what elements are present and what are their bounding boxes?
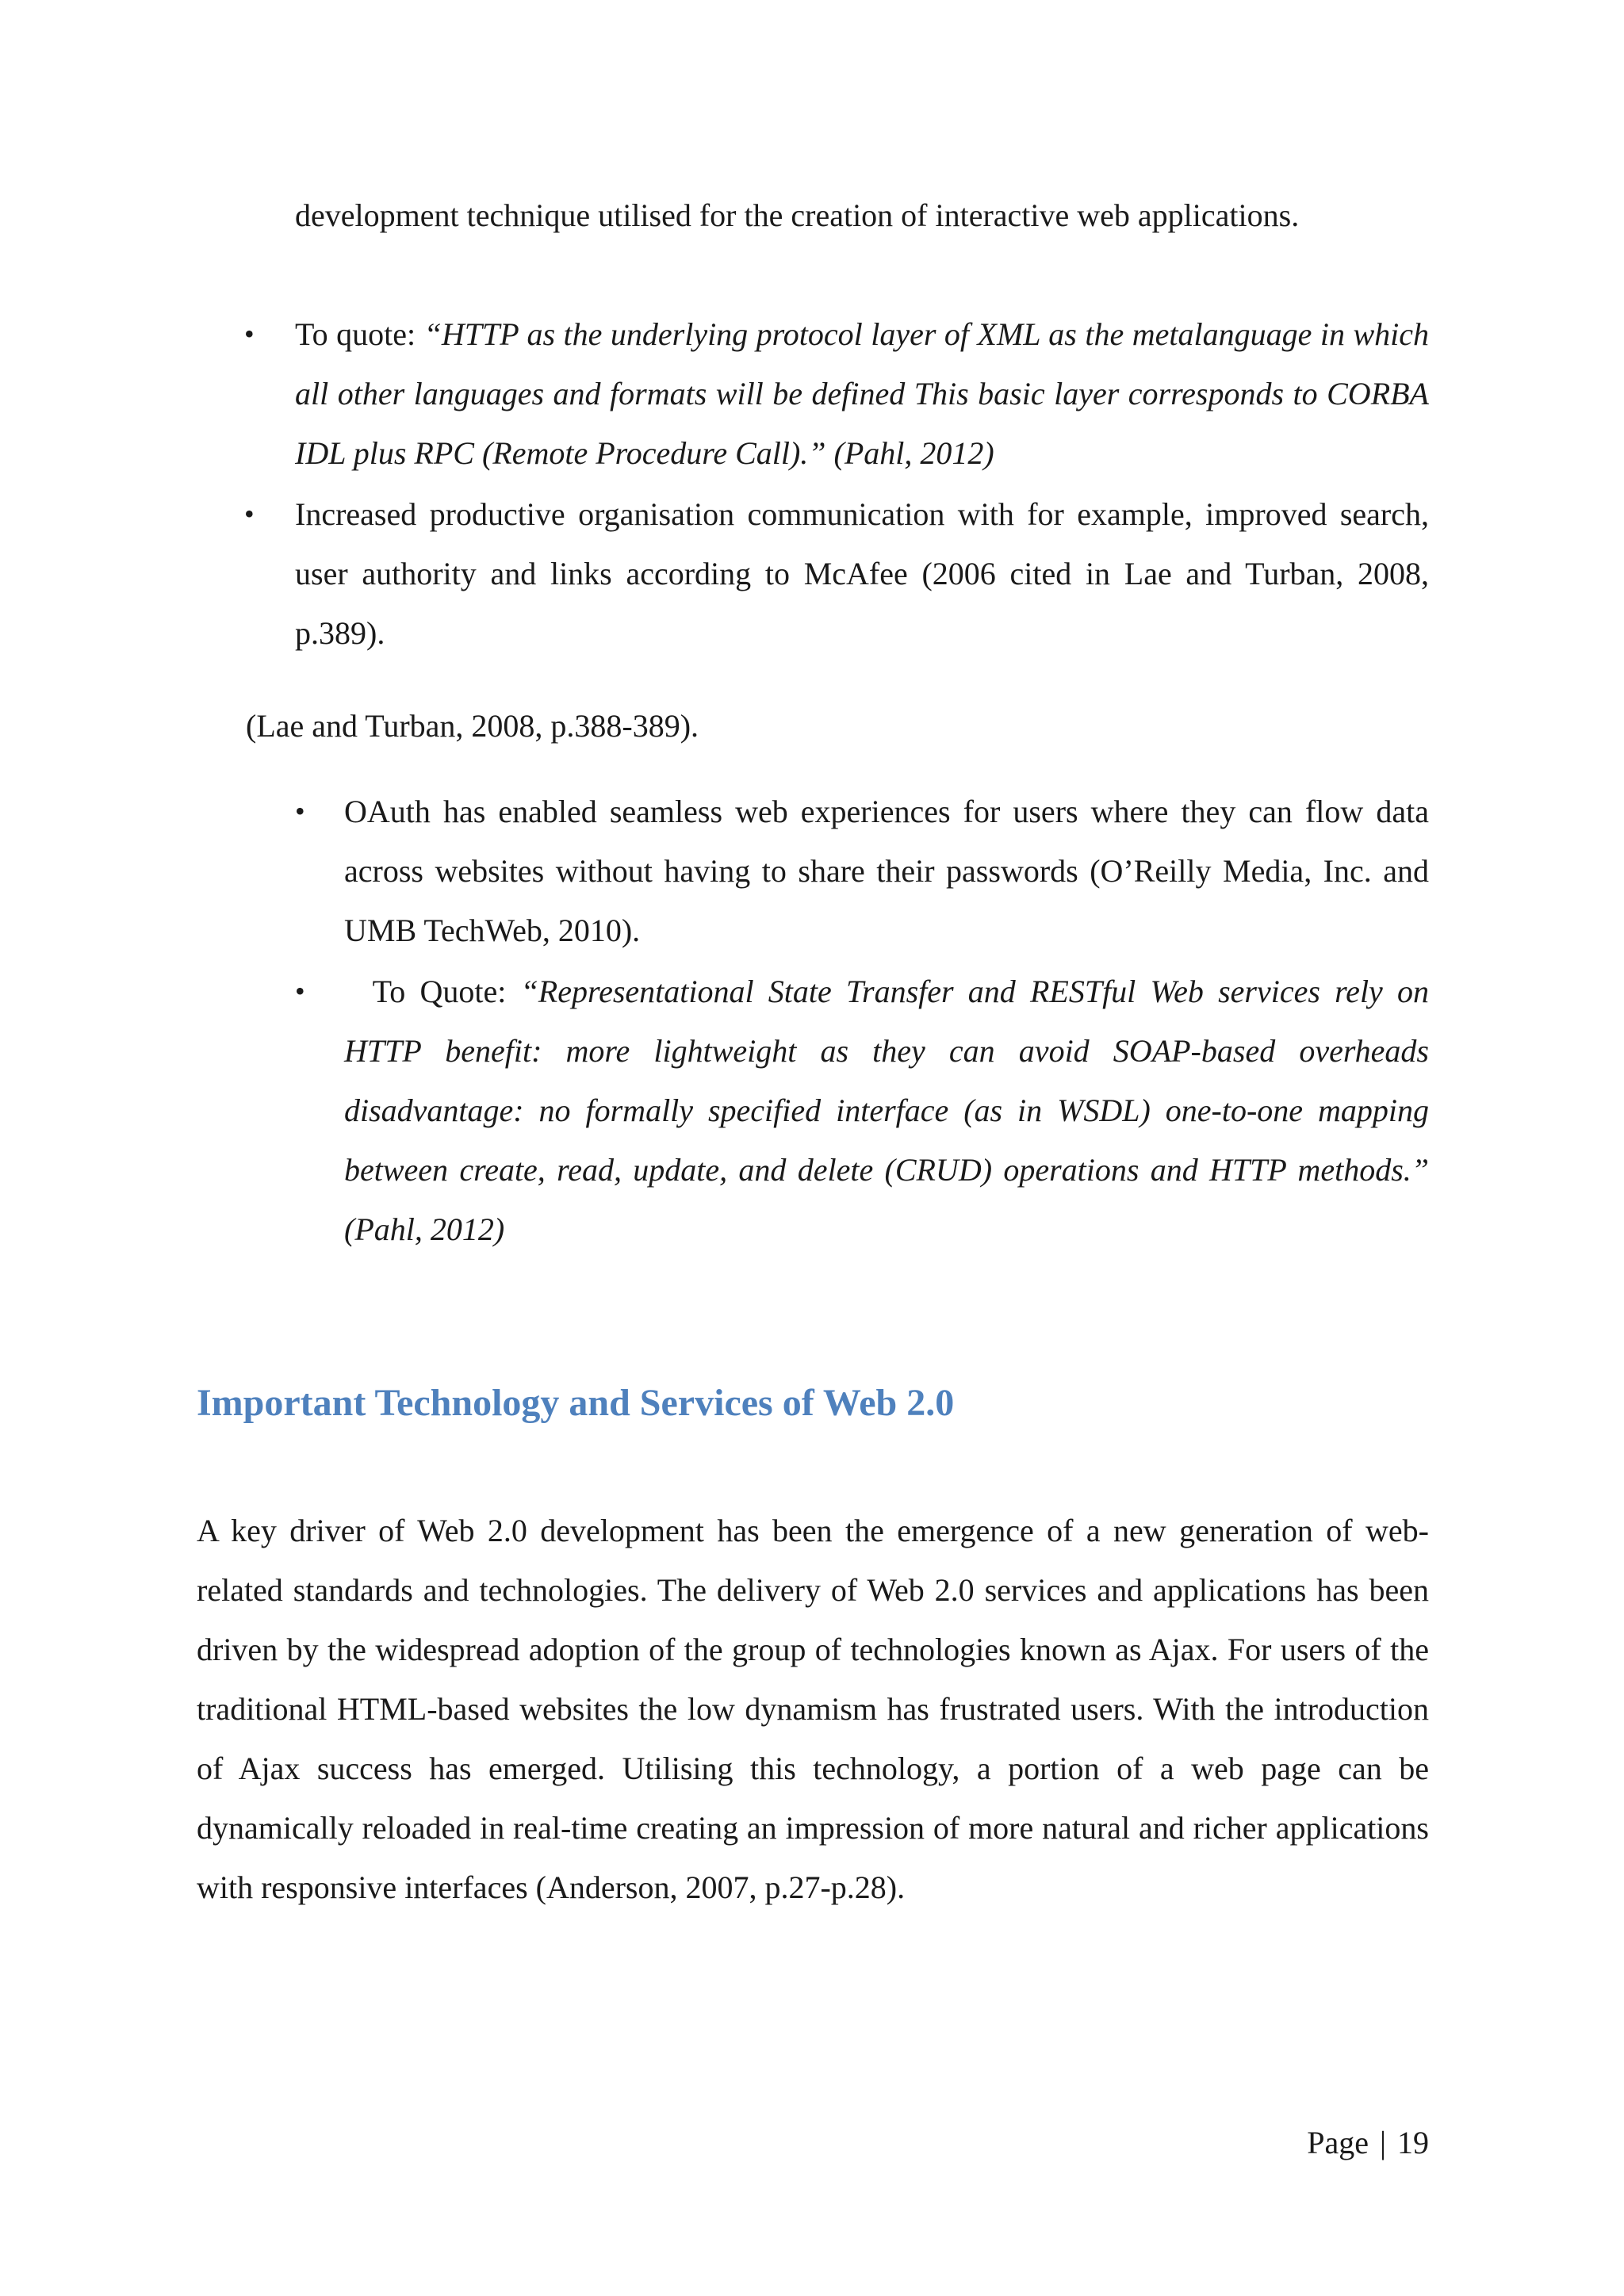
list-item-text: Increased productive organisation communication with for example, improved search, user authority and links according to McAfee (2006 cited in Lae and Turban, 2008, p.389). bbox=[295, 496, 1429, 651]
bullet-icon: • bbox=[244, 498, 255, 530]
list-item bbox=[287, 782, 1429, 960]
page-number: 19 bbox=[1397, 2125, 1429, 2160]
continuation-paragraph: development technique utilised for the creation of interactive web applications. bbox=[295, 197, 1300, 233]
list-item-prefix: To quote: bbox=[295, 316, 424, 352]
bullet-icon: • bbox=[244, 318, 255, 350]
list-item bbox=[238, 484, 1429, 663]
citation-line: (Lae and Turban, 2008, p.388-389). bbox=[246, 708, 699, 744]
bullet-icon: • bbox=[295, 975, 305, 1007]
bullet-icon: • bbox=[295, 795, 305, 827]
list-item-text: OAuth has enabled seamless web experiences for users where they can flow data across websites without having to share their passwords (O’Reilly Media, Inc. and UMB TechWeb, 2010). bbox=[344, 794, 1429, 948]
body-paragraph: A key driver of Web 2.0 development has been the emergence of a new generation of web- related standards and technologies. The delivery of Web 2.0 services and applications has been driven by the widespread adoption of the group of technologies known as Ajax. For users of the traditional HTML-based websites the low dynamism has frustrated users. With the introduction of Ajax success has emerged. Utilising this technology, a portion of a web page can be dynamically reloaded in real-time creating an impression of more natural and richer applications with responsive interfaces (Anderson, 2007, p.27-p.28). bbox=[197, 1513, 1429, 1905]
section-heading: Important Technology and Services of Web 2.0 bbox=[197, 1382, 955, 1424]
list-item-prefix: To Quote: bbox=[344, 974, 521, 1009]
footer-separator: | bbox=[1379, 2125, 1386, 2160]
bullet-list-1 bbox=[238, 304, 1429, 664]
list-item bbox=[287, 962, 1429, 1259]
bullet-list-2 bbox=[287, 782, 1429, 1261]
page-footer bbox=[1307, 2115, 1429, 2171]
list-item bbox=[238, 304, 1429, 483]
page-label: Page bbox=[1307, 2125, 1369, 2160]
list-item-quote: “HTTP as the underlying protocol layer of XML as the metalanguage in which all other languages and formats will be defined This basic layer corresponds to CORBA IDL plus RPC (Remote Procedure Call).” (Pahl, 2012) bbox=[295, 316, 1429, 471]
list-item-quote: “Representational State Transfer and RESTful Web services rely on HTTP benefit: more lightweight as they can avoid SOAP-based overheads disadvantage: no formally specified interface (as in WSDL) one-to-one mapping between create, read, update, and delete (CRUD) operations and HTTP methods.” (Pahl, 2012) bbox=[344, 974, 1429, 1247]
